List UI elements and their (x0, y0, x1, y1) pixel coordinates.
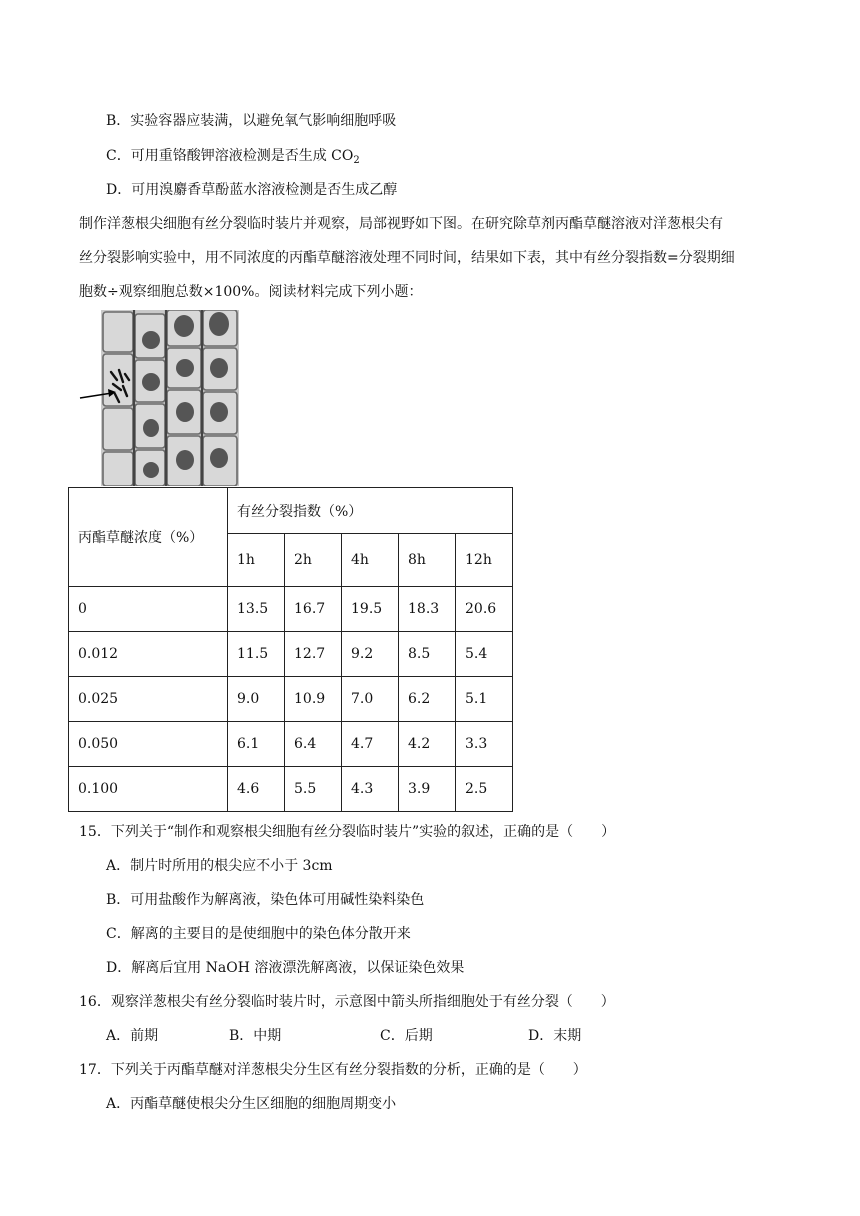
row-header-concentration: 丙酯草醚浓度（%） (69, 488, 228, 587)
concentration-cell: 0.025 (69, 677, 228, 722)
table-row (69, 632, 513, 677)
time-header: 8h (399, 534, 456, 587)
time-header: 2h (285, 534, 342, 587)
value-cell: 5.4 (456, 632, 513, 677)
value-cell: 6.1 (228, 722, 285, 767)
option-b: B．实验容器应装满，以避免氧气影响细胞呼吸 (106, 113, 397, 129)
option-d: D．可用溴麝香草酚蓝水溶液检测是否生成乙醇 (106, 182, 398, 198)
q16-option-a: A．前期 (106, 1028, 159, 1044)
concentration-cell: 0.050 (69, 722, 228, 767)
value-cell: 4.2 (399, 722, 456, 767)
arrow-icon (78, 388, 118, 402)
q16-option-c: C．后期 (380, 1028, 433, 1044)
value-cell: 16.7 (285, 587, 342, 632)
value-cell: 4.7 (342, 722, 399, 767)
concentration-cell: 0 (69, 587, 228, 632)
intro-line-2: 丝分裂影响实验中，用不同浓度的丙酯草醚溶液处理不同时间，结果如下表，其中有丝分裂指数=分裂期细 (79, 250, 735, 266)
micrograph-drawing (101, 310, 239, 486)
q17-option-a: A．丙酯草醚使根尖分生区细胞的细胞周期变小 (106, 1096, 397, 1112)
q15-option-d: D．解离后宜用 NaOH 溶液漂洗解离液，以保证染色效果 (106, 960, 465, 976)
time-header: 1h (228, 534, 285, 587)
value-cell: 3.3 (456, 722, 513, 767)
q17-stem: 17．下列关于丙酯草醚对洋葱根尖分生区有丝分裂指数的分析，正确的是（ ） (79, 1062, 587, 1078)
value-cell: 9.0 (228, 677, 285, 722)
concentration-cell: 0.012 (69, 632, 228, 677)
value-cell: 18.3 (399, 587, 456, 632)
col-group-header: 有丝分裂指数（%） (228, 488, 513, 534)
concentration-cell: 0.100 (69, 767, 228, 812)
intro-line-1: 制作洋葱根尖细胞有丝分裂临时装片并观察，局部视野如下图。在研究除草剂丙酯草醚溶液对洋葱根尖有 (79, 216, 723, 232)
q16-option-d: D．末期 (528, 1028, 582, 1044)
co2-subscript: 2 (353, 155, 360, 166)
value-cell: 4.3 (342, 767, 399, 812)
option-c (106, 146, 360, 166)
value-cell: 20.6 (456, 587, 513, 632)
value-cell: 6.2 (399, 677, 456, 722)
q16-stem: 16．观察洋葱根尖有丝分裂临时装片时，示意图中箭头所指细胞处于有丝分裂（ ） (79, 994, 615, 1010)
value-cell: 12.7 (285, 632, 342, 677)
value-cell: 5.1 (456, 677, 513, 722)
table-row (69, 677, 513, 722)
time-header: 4h (342, 534, 399, 587)
q15-option-c: C．解离的主要目的是使细胞中的染色体分散开来 (106, 926, 411, 942)
value-cell: 7.0 (342, 677, 399, 722)
value-cell: 13.5 (228, 587, 285, 632)
value-cell: 9.2 (342, 632, 399, 677)
value-cell: 4.6 (228, 767, 285, 812)
value-cell: 5.5 (285, 767, 342, 812)
q15-option-a: A．制片时所用的根尖应不小于 3cm (106, 858, 333, 874)
value-cell: 11.5 (228, 632, 285, 677)
q15-option-b: B．可用盐酸作为解离液，染色体可用碱性染料染色 (106, 892, 425, 908)
intro-line-3: 胞数÷观察细胞总数×100%。阅读材料完成下列小题： (79, 284, 423, 300)
value-cell: 6.4 (285, 722, 342, 767)
table-row (69, 587, 513, 632)
q15-stem: 15．下列关于“制作和观察根尖细胞有丝分裂临时装片”实验的叙述，正确的是（ ） (79, 824, 616, 840)
table-row (69, 722, 513, 767)
value-cell: 10.9 (285, 677, 342, 722)
q16-option-b: B．中期 (229, 1028, 282, 1044)
value-cell: 3.9 (399, 767, 456, 812)
time-header: 12h (456, 534, 513, 587)
mitotic-index-table (68, 487, 513, 812)
value-cell: 19.5 (342, 587, 399, 632)
value-cell: 2.5 (456, 767, 513, 812)
root-tip-micrograph (101, 310, 239, 486)
value-cell: 8.5 (399, 632, 456, 677)
table-row (69, 767, 513, 812)
option-c-text: C．可用重铬酸钾溶液检测是否生成 CO (106, 148, 354, 164)
